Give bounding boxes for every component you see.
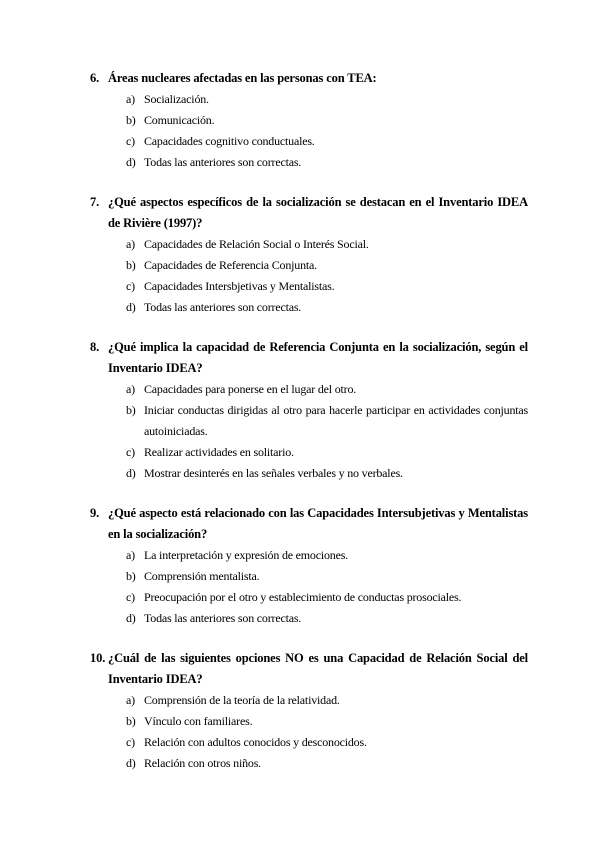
option-letter: b) <box>126 714 136 728</box>
option-text: Capacidades para ponerse en el lugar del otro. <box>144 382 357 396</box>
option-text: Mostrar desinterés en las señales verbales y no verbales. <box>144 466 403 480</box>
option-list <box>90 234 528 318</box>
option-letter: a) <box>126 92 135 106</box>
question-number: 8. <box>90 340 100 354</box>
option-letter: d) <box>126 155 136 169</box>
option-list <box>90 545 528 629</box>
question-heading <box>90 68 528 89</box>
option-d <box>90 297 528 318</box>
option-letter: b) <box>126 258 136 272</box>
option-letter: d) <box>126 611 136 625</box>
question-10 <box>90 648 528 774</box>
option-text: Comprensión mentalista. <box>144 569 260 583</box>
option-letter: b) <box>126 113 136 127</box>
question-8 <box>90 337 528 484</box>
option-letter: c) <box>126 590 135 604</box>
option-c <box>90 732 528 753</box>
option-text: Capacidades de Relación Social o Interés Social. <box>144 237 369 251</box>
option-text: Comunicación. <box>144 113 215 127</box>
question-heading <box>90 648 528 690</box>
option-list <box>90 379 528 484</box>
question-number: 9. <box>90 506 100 520</box>
option-b <box>90 566 528 587</box>
option-letter: c) <box>126 445 135 459</box>
option-letter: a) <box>126 237 135 251</box>
option-list <box>90 690 528 774</box>
option-text: Relación con adultos conocidos y desconocidos. <box>144 735 367 749</box>
option-letter: c) <box>126 134 135 148</box>
option-text: Preocupación por el otro y establecimiento de conductas prosociales. <box>144 590 462 604</box>
question-text: Áreas nucleares afectadas en las personas con TEA: <box>108 71 377 85</box>
option-text: Capacidades de Referencia Conjunta. <box>144 258 317 272</box>
option-text: Socialización. <box>144 92 209 106</box>
option-letter: d) <box>126 756 136 770</box>
option-text: Capacidades cognitivo conductuales. <box>144 134 315 148</box>
option-letter: a) <box>126 693 135 707</box>
option-c <box>90 587 528 608</box>
question-number: 6. <box>90 71 100 85</box>
option-d <box>90 608 528 629</box>
question-number: 10. <box>90 651 106 665</box>
question-7 <box>90 192 528 318</box>
question-text: ¿Cuál de las siguientes opciones NO es una Capacidad de Relación Social del Inventario IDEA? <box>108 651 528 686</box>
question-text: ¿Qué implica la capacidad de Referencia Conjunta en la socialización, según el Inventario IDEA? <box>108 340 528 375</box>
option-letter: b) <box>126 403 136 417</box>
option-a <box>90 89 528 110</box>
option-text: Relación con otros niños. <box>144 756 261 770</box>
option-letter: c) <box>126 735 135 749</box>
option-letter: d) <box>126 300 136 314</box>
option-text: Comprensión de la teoría de la relatividad. <box>144 693 340 707</box>
question-heading <box>90 503 528 545</box>
question-9 <box>90 503 528 629</box>
option-text: Todas las anteriores son correctas. <box>144 611 302 625</box>
option-d <box>90 463 528 484</box>
question-number: 7. <box>90 195 100 209</box>
option-letter: a) <box>126 382 135 396</box>
option-a <box>90 234 528 255</box>
option-b <box>90 711 528 732</box>
option-b <box>90 400 528 442</box>
option-text: La interpretación y expresión de emociones. <box>144 548 348 562</box>
option-d <box>90 152 528 173</box>
option-b <box>90 110 528 131</box>
option-b <box>90 255 528 276</box>
question-heading <box>90 192 528 234</box>
question-6 <box>90 68 528 173</box>
option-letter: c) <box>126 279 135 293</box>
question-heading <box>90 337 528 379</box>
option-text: Vínculo con familiares. <box>144 714 253 728</box>
option-text: Iniciar conductas dirigidas al otro para hacerle participar en actividades conjuntas autoiniciadas. <box>144 403 528 438</box>
option-letter: d) <box>126 466 136 480</box>
option-c <box>90 276 528 297</box>
option-letter: b) <box>126 569 136 583</box>
question-text: ¿Qué aspectos específicos de la socialización se destacan en el Inventario IDEA de Rivière (1997)? <box>108 195 528 230</box>
option-a <box>90 379 528 400</box>
option-c <box>90 131 528 152</box>
option-a <box>90 690 528 711</box>
option-d <box>90 753 528 774</box>
option-letter: a) <box>126 548 135 562</box>
option-text: Todas las anteriores son correctas. <box>144 300 302 314</box>
question-text: ¿Qué aspecto está relacionado con las Capacidades Intersubjetivas y Mentalistas en la socialización? <box>108 506 528 541</box>
option-text: Capacidades Intersbjetivas y Mentalistas. <box>144 279 335 293</box>
option-text: Realizar actividades en solitario. <box>144 445 294 459</box>
option-a <box>90 545 528 566</box>
option-list <box>90 89 528 173</box>
option-c <box>90 442 528 463</box>
option-text: Todas las anteriores son correctas. <box>144 155 302 169</box>
